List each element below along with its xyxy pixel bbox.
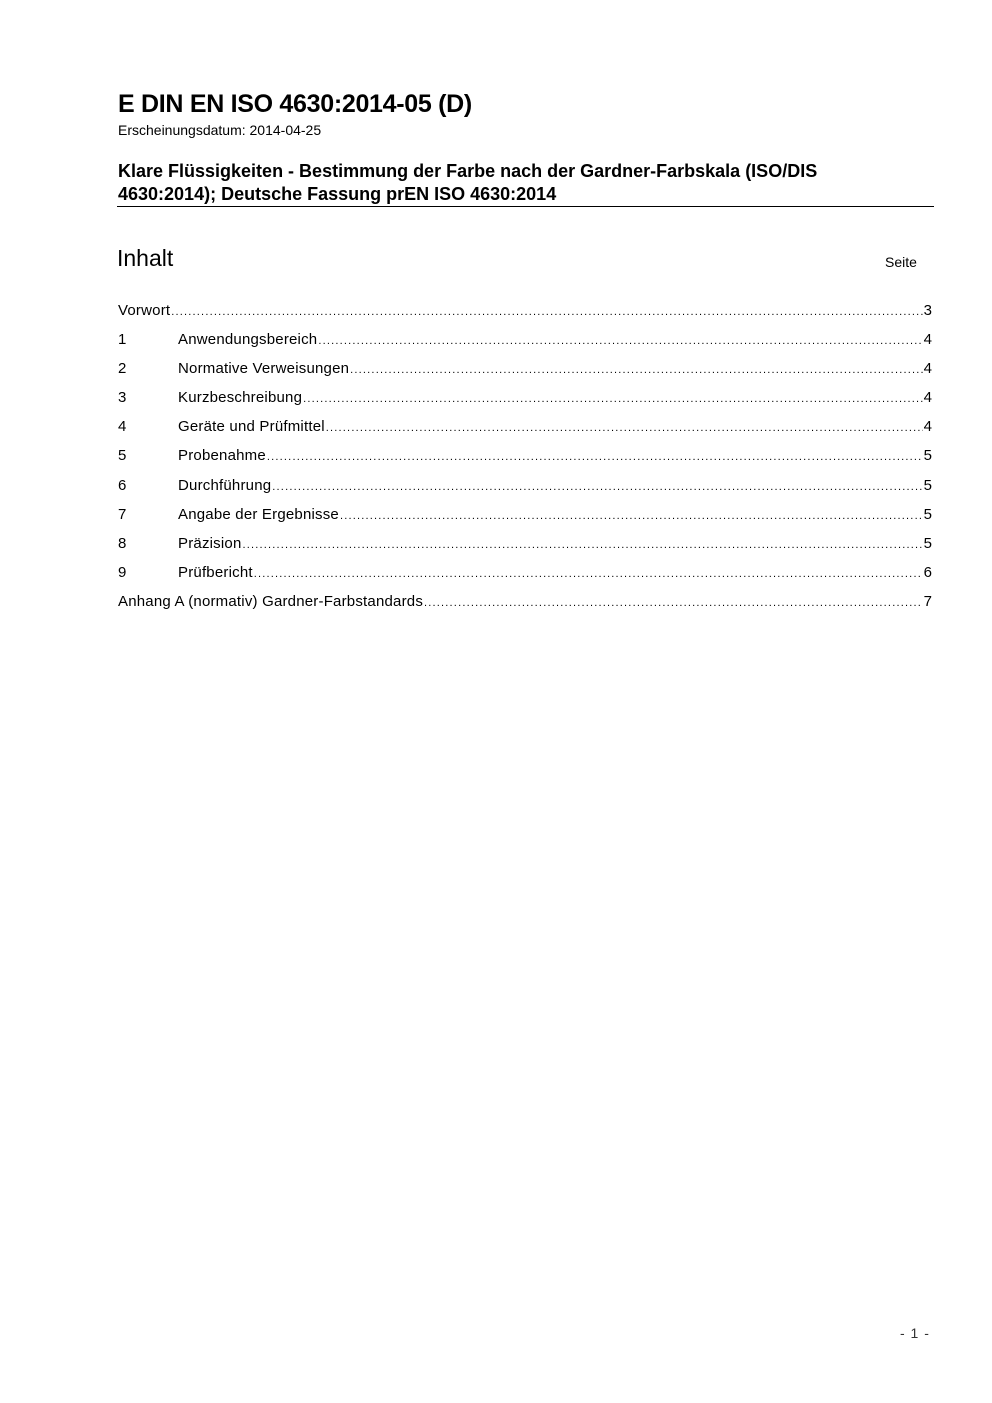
toc-entry-line [118, 593, 932, 612]
toc-dot-leader [340, 507, 923, 525]
toc-dot-leader [272, 478, 922, 496]
document-subtitle: Klare Flüssigkeiten - Bestimmung der Farbe nach der Gardner-Farbskala (ISO/DIS 4630:2014); Deutsche Fassung prEN ISO 4630:2014 [118, 161, 818, 204]
toc-entry-number: 1 [118, 331, 127, 349]
toc-entry-page: 5 [923, 447, 932, 465]
toc-dot-leader [303, 390, 923, 408]
toc-entry-line [178, 418, 932, 437]
publication-date: Erscheinungsdatum: 2014-04-25 [118, 122, 322, 138]
toc-entry-line [178, 389, 932, 408]
toc-entry[interactable] [118, 593, 932, 622]
toc-entry-title: Angabe der Ergebnisse [178, 505, 339, 523]
toc-entry[interactable] [118, 360, 932, 389]
toc-entry[interactable] [118, 564, 932, 593]
toc-entry[interactable] [118, 331, 932, 360]
toc-dot-leader [424, 594, 923, 612]
toc-dot-leader [243, 536, 923, 554]
toc-entry-page: 5 [923, 534, 932, 552]
toc-entry-number: 9 [118, 563, 127, 581]
toc-entry-page: 5 [923, 505, 932, 523]
toc-entry-page: 6 [923, 563, 932, 581]
toc-entry[interactable] [118, 506, 932, 535]
toc-heading: Inhalt [117, 245, 174, 271]
toc-entry-line [178, 477, 932, 496]
toc-dot-leader [171, 303, 922, 321]
toc-entry[interactable] [118, 389, 932, 418]
toc-entry[interactable] [118, 535, 932, 564]
toc-entry-page: 7 [923, 592, 932, 610]
toc-entry-title: Normative Verweisungen [178, 360, 350, 378]
toc-entry-number: 2 [118, 360, 127, 378]
toc-entry-title: Anhang A (normativ) Gardner-Farbstandards [118, 592, 424, 610]
title-divider [117, 206, 934, 207]
toc-entry-number: 5 [118, 447, 127, 465]
toc-entry-number: 4 [118, 418, 127, 436]
toc-page-column-header: Seite [885, 254, 917, 270]
toc-entry[interactable] [118, 302, 932, 331]
toc-entry-page: 4 [923, 331, 932, 349]
toc-entry-page: 4 [923, 418, 932, 436]
toc-dot-leader [254, 565, 923, 583]
toc-entry-page: 4 [923, 360, 932, 378]
toc-entry-page: 5 [923, 476, 932, 494]
toc-entry-title: Geräte und Prüfmittel [178, 418, 325, 436]
toc-entry[interactable] [118, 447, 932, 476]
toc-entry[interactable] [118, 477, 932, 506]
toc-dot-leader [350, 361, 923, 379]
toc-entry-page: 3 [923, 302, 932, 319]
toc-entry-title: Vorwort [118, 302, 171, 319]
toc-entry-title: Anwendungsbereich [178, 331, 318, 349]
toc-entry-line [118, 302, 932, 321]
toc-entry-line [178, 535, 932, 554]
document-title: E DIN EN ISO 4630:2014-05 (D) [118, 90, 472, 118]
toc-entry-title: Prüfbericht [178, 563, 253, 581]
toc-entry-line [178, 564, 932, 583]
toc-entry-line [178, 506, 932, 525]
toc-entry-number: 3 [118, 389, 127, 407]
toc-entry-number: 6 [118, 476, 127, 494]
toc-entry-title: Kurzbeschreibung [178, 389, 303, 407]
toc-entry-line [178, 331, 932, 350]
table-of-contents [118, 302, 932, 622]
toc-dot-leader [318, 332, 922, 350]
toc-entry[interactable] [118, 418, 932, 447]
toc-dot-leader [326, 419, 923, 437]
toc-entry-title: Präzision [178, 534, 242, 552]
page-number: - 1 - [900, 1325, 930, 1341]
toc-dot-leader [267, 448, 923, 466]
toc-entry-number: 8 [118, 534, 127, 552]
toc-entry-line [178, 360, 932, 379]
toc-entry-page: 4 [923, 389, 932, 407]
toc-entry-number: 7 [118, 505, 127, 523]
toc-entry-title: Probenahme [178, 447, 266, 465]
toc-entry-title: Durchführung [178, 476, 272, 494]
toc-entry-line [178, 447, 932, 466]
